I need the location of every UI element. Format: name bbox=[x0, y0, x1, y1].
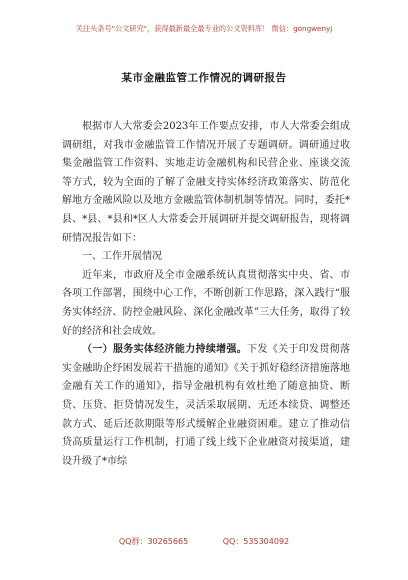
qq-group-number: QQ群：30265665 bbox=[118, 537, 189, 546]
paragraph-service-economy bbox=[62, 341, 350, 471]
paragraph-service-economy-text: 下发《关于印发贯彻落实金融助企纾困发展若干措施的通知》《关于抓好稳经济措施落地金融有关工作的通知》，指导金融机构有效杜绝了随意抽贷、断贷、压贷、拒贷情况发生，灵活采取展期、无还本续贷、调整还款方式、延后还款期限等形式缓解企业融资困难。建立了推动信贷高质量运行工作机制，打通了线上线下企业融资对接渠道，建设升级了*市综 bbox=[62, 344, 351, 467]
qq-number: QQ：535304092 bbox=[222, 537, 290, 546]
document-title: 某市金融监管工作情况的调研报告 bbox=[121, 72, 287, 84]
paragraph-overview: 近年来，市政府及全市金融系统认真贯彻落实中央、省、市各项工作部署，围绕中心工作，不断创新工作思路，深入践行“服务实体经济、防控金融风险、深化金融改革”三大任务，取得了较好的经济和社会成效。 bbox=[62, 269, 350, 337]
contact-footer bbox=[0, 536, 408, 547]
promo-banner: 关注头条号"公文研究"，获得最新最全最专业的公文资料库！ 微信：gongwenyj bbox=[75, 24, 333, 33]
section-heading-1: 一、工作开展情况 bbox=[82, 251, 162, 263]
paragraph-intro: 根据市人大常委会2023年工作要点安排，市人大常委会组成调研组，对我市金融监管工作情况开展了专题调研。调研通过收集金融监管工作资料、实地走访金融机构和民营企业、座谈交流等方式，较为全面的了解了金融支持实体经济政策落实、防范化解地方金融风险以及地方金融监管体制机制等情况。同时，委托*县、*县、*县和*区人大常委会开展调研并提交调研报告，现将调研情况报告如下： bbox=[62, 121, 350, 244]
subheading-service-economy: （一）服务实体经济能力持续增强。 bbox=[82, 344, 248, 356]
document-body bbox=[62, 118, 350, 471]
